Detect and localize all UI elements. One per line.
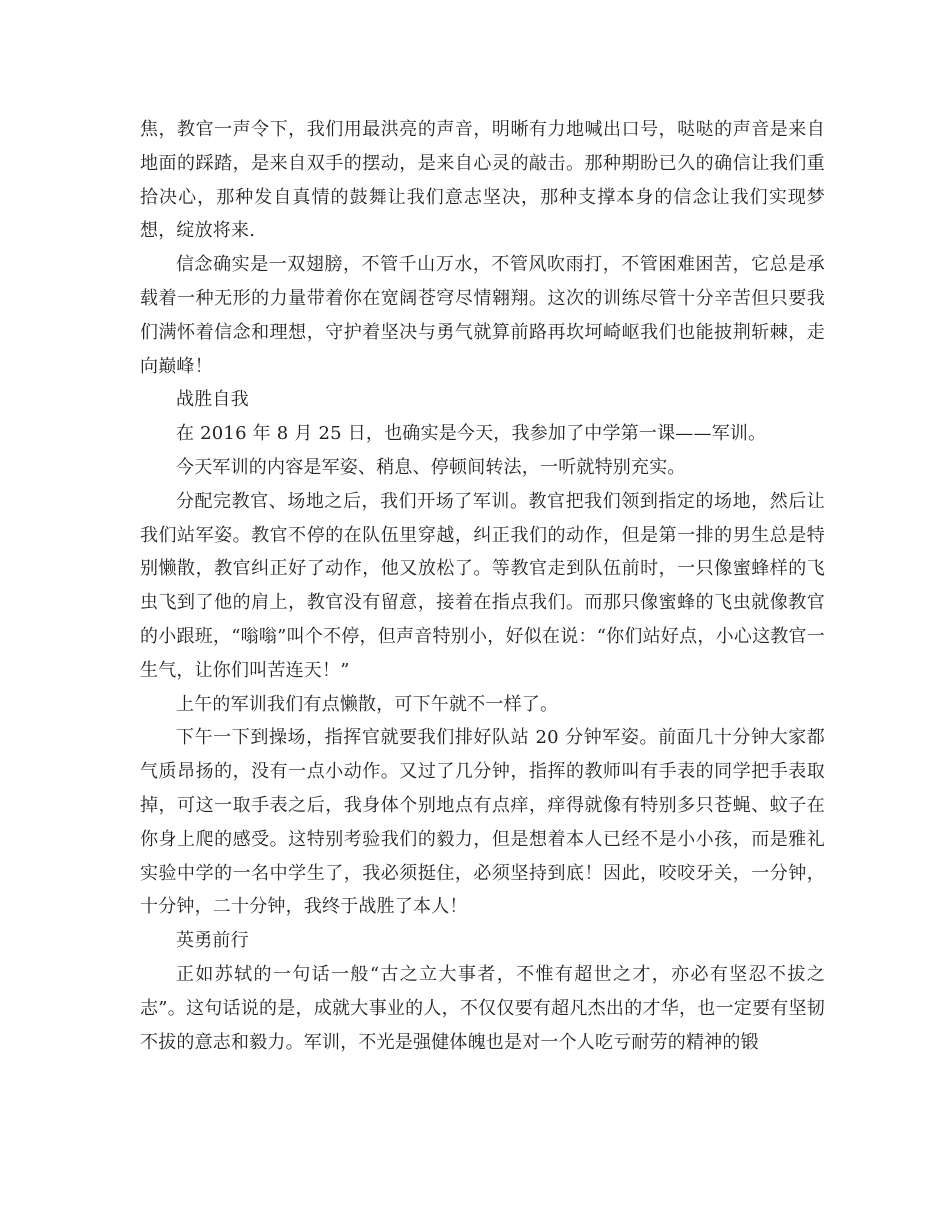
paragraph: 在 2016 年 8 月 25 日，也确实是今天，我参加了中学第一课——军训。 [176, 423, 767, 445]
paragraph: 信念确实是一双翅膀，不管千山万水，不管风吹雨打，不管困难困苦，它总是承载着一种无形的力量带着你在宽阔苍穹尽情翱翔。这次的训练尽管十分辛苦但只要我们满怀着信念和理想，守护着坚决与勇气就算前路再坎坷崎岖我们也能披荆斩棘，走向巅峰！ [140, 254, 825, 377]
paragraph: 分配完教官、场地之后，我们开场了军训。教官把我们领到指定的场地，然后让我们站军姿。教官不停的在队伍里穿越，纠正我们的动作，但是第一排的男生总是特别懒散，教官纠正好了动作，他又放松了。等教官走到队伍前时，一只像蜜蜂样的飞虫飞到了他的肩上，教官没有留意，接着在指点我们。而那只像蜜蜂的飞虫就像教官的小跟班，“嗡嗡”叫个不停，但声音特别小，好似在说：“你们站好点，小心这教官一生气，让你们叫苦连天！” [140, 490, 825, 681]
document-body [140, 113, 825, 1059]
paragraph: 焦，教官一声令下，我们用最洪亮的声音，明晰有力地喊出口号，哒哒的声音是来自地面的踩踏，是来自双手的摆动，是来自心灵的敲击。那种期盼已久的确信让我们重拾决心，那种发自真情的鼓舞让我们意志坚决，那种支撑本身的信念让我们实现梦想，绽放将来. [140, 119, 825, 242]
paragraph: 上午的军训我们有点懒散，可下午就不一样了。 [176, 693, 559, 715]
paragraph: 正如苏轼的一句话一般“古之立大事者，不惟有超世之才，亦必有坚忍不拔之志”。这句话说的是，成就大事业的人，不仅仅要有超凡杰出的才华，也一定要有坚韧不拔的意志和毅力。军训，不光是强健体魄也是对一个人吃亏耐劳的精神的锻 [140, 963, 825, 1053]
paragraph: 下午一下到操场，指挥官就要我们排好队站 20 分钟军姿。前面几十分钟大家都气质昂扬的，没有一点小动作。又过了几分钟，指挥的教师叫有手表的同学把手表取掉，可这一取手表之后，我身体个别地点有点痒，痒得就像有特别多只苍蝇、蚊子在你身上爬的感受。这特别考验我们的毅力，但是想着本人已经不是小小孩，而是雅礼实验中学的一名中学生了，我必须挺住，必须坚持到底！因此，咬咬牙关，一分钟，十分钟，二十分钟，我终于战胜了本人！ [140, 727, 825, 918]
section-heading: 英勇前行 [176, 930, 249, 952]
paragraph: 今天军训的内容是军姿、稍息、停顿间转法，一听就特别充实。 [176, 456, 686, 478]
section-heading: 战胜自我 [176, 389, 249, 411]
